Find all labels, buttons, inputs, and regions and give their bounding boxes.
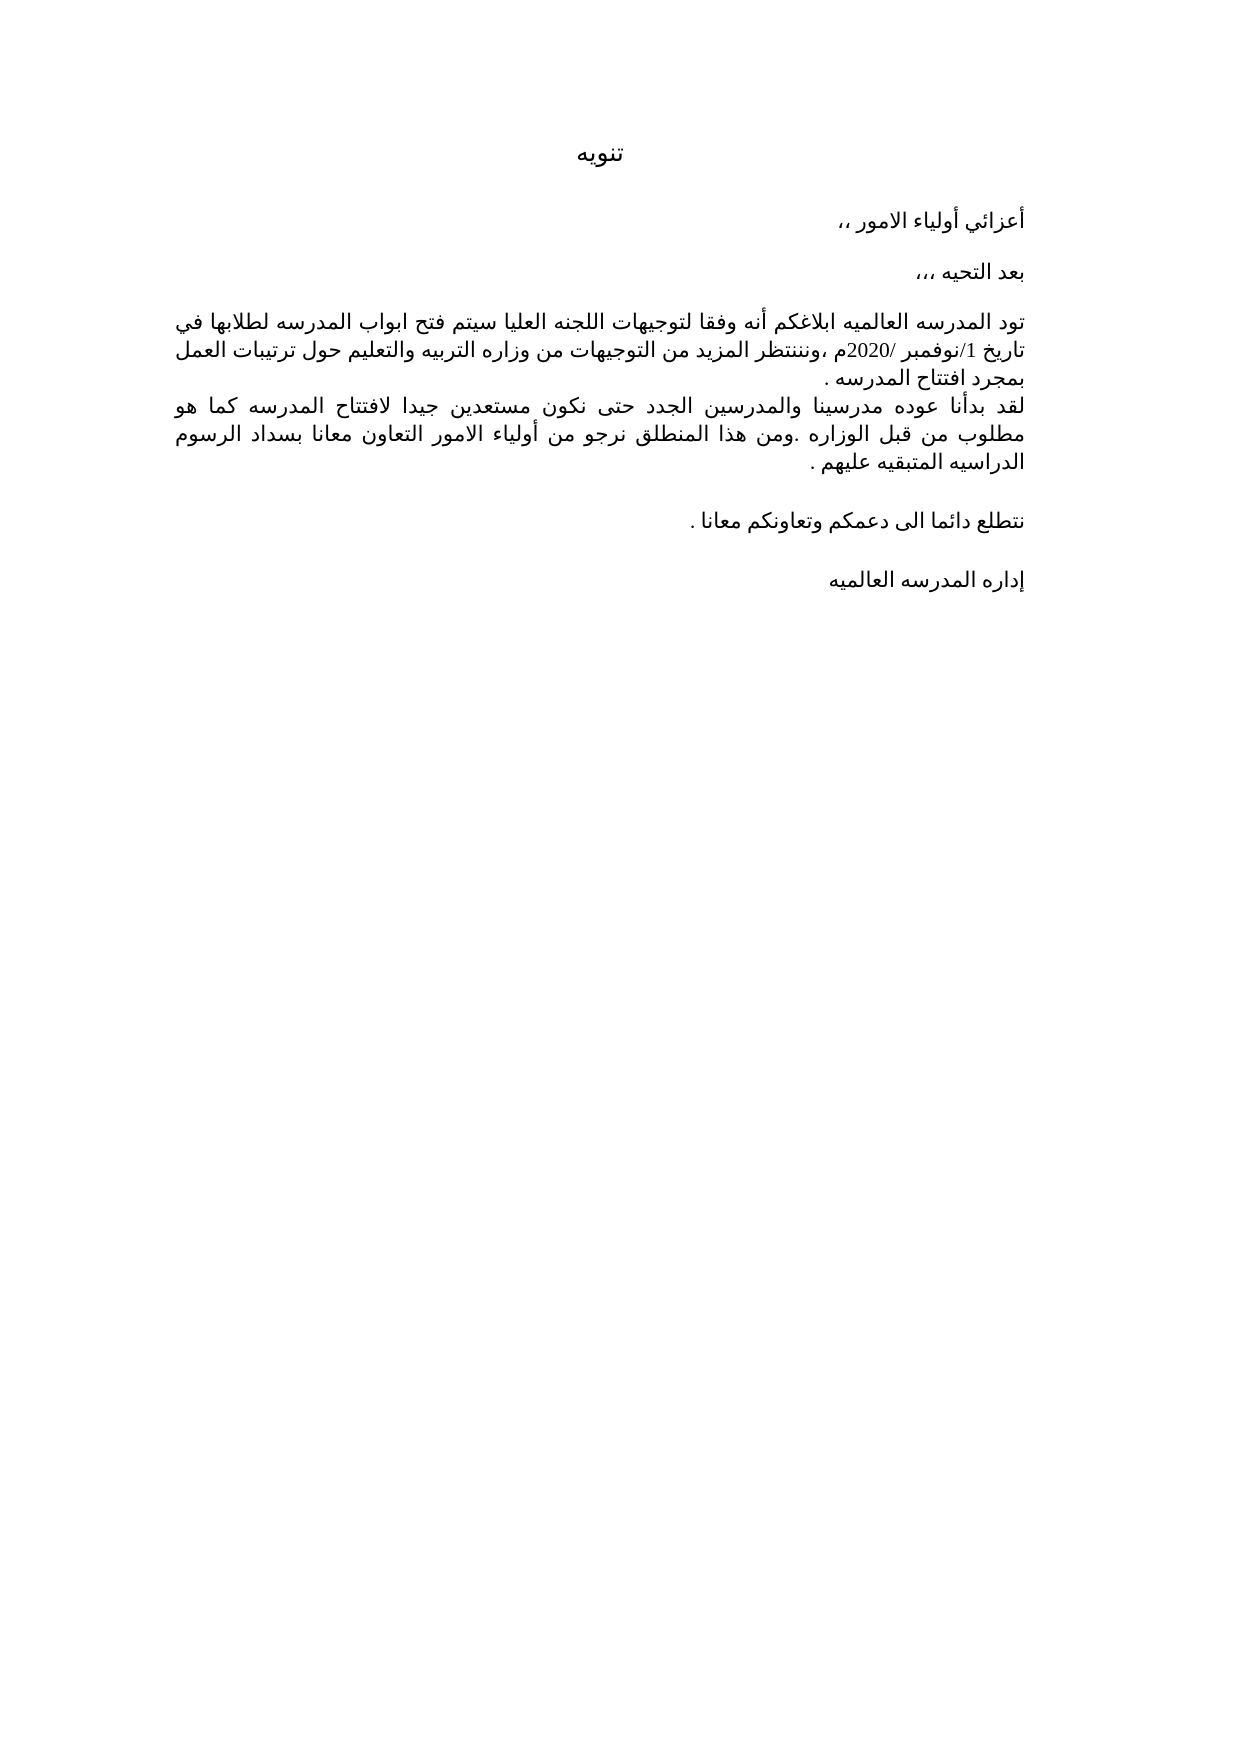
body-paragraph-2: لقد بدأنا عوده مدرسينا والمدرسين الجدد حتى نكون مستعدين جيدا لافتتاح المدرسه كما هو مطلوب من قبل الوزاره .ومن هذا المنطلق نرجو من أولياء الامور التعاون معانا بسداد الرسوم الدراسيه المتبقيه عليهم .: [175, 394, 1025, 474]
closing-line: نتطلع دائما الى دعمكم وتعاونكم معانا .: [689, 508, 1025, 533]
signature-line: إداره المدرسه العالميه: [828, 567, 1025, 592]
spacer-title-to-salutation: [175, 169, 1025, 207]
greeting-line: بعد التحيه ،،،: [914, 260, 1025, 285]
salutation-line: أعزائي أولياء الامور ،،: [837, 209, 1025, 234]
spacer-salutation-to-greeting: [175, 236, 1025, 258]
spacer-closing-to-signature: [175, 536, 1025, 566]
spacer-greeting-to-body: [175, 287, 1025, 309]
spacer-body-to-closing: [175, 477, 1025, 507]
page-title: تنويه: [576, 140, 624, 167]
body-paragraphs: [175, 309, 1025, 477]
letter-body: [175, 0, 1025, 595]
body-paragraph-1: تود المدرسه العالميه ابلاغكم أنه وفقا لتوجيهات اللجنه العليا سيتم فتح ابواب المدرسه لطلابها في تاريخ 1/نوفمبر /2020م ،ونننتظر المزيد من التوجيهات من وزاره التربيه والتعليم حول ترتيبات العمل بمجرد افتتاح المدرسه .: [175, 310, 1025, 391]
